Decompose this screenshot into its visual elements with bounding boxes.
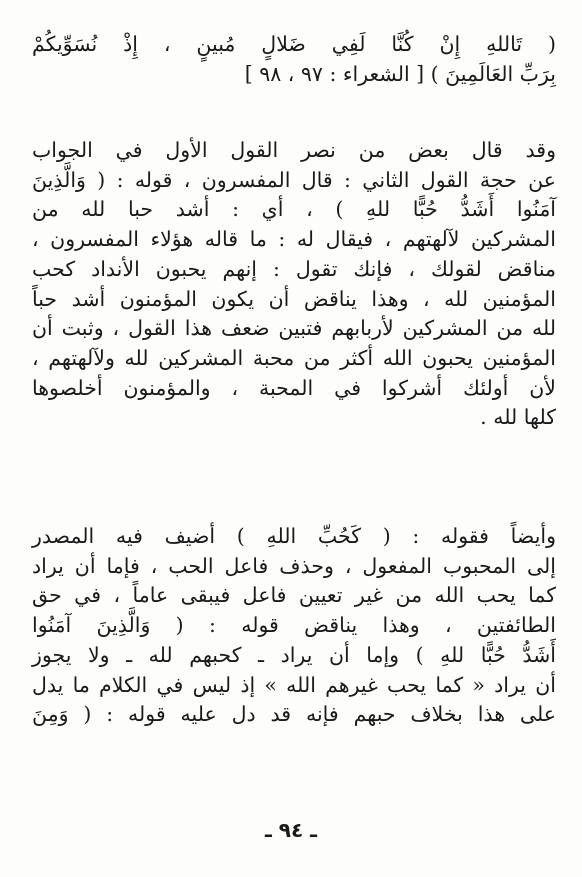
text-line: لله من المشركين لأربابهم فتبين ضعف هذا القول ، وثبت أن <box>32 316 556 341</box>
text-line: أن يراد « كما يحب غيرهم الله » إذ ليس في الكلام ما يدل <box>32 672 556 697</box>
body-paragraph <box>32 136 556 433</box>
text-line: لأن أولئك أشركوا في المحبة ، والمؤمنون أخلصوها <box>32 375 556 400</box>
text-line: كلها لله . <box>480 405 556 430</box>
text-line: أَشَدُّ حُبًّا للهِ ) وإما أن يراد ـ كحبهم لله ـ ولا يجوز <box>32 642 556 667</box>
text-line: كما يحب الله من غير تعيين فاعل فيبقى عاماً ، في حق <box>32 583 556 608</box>
text-line: عن حجة القول الثاني : قال المفسرون ، قوله : ( وَالَّذِينَ <box>32 167 556 192</box>
text-line: المشركين لآلهتهم ، فيقال له : ما قاله هؤلاء المفسرون ، <box>32 227 556 252</box>
body-paragraph <box>32 522 556 730</box>
text-line: على هذا بخلاف حبهم فإنه قد دل عليه قوله : ( وَمِنَ <box>32 702 556 727</box>
text-line: إلى المحبوب المفعول ، وحذف فاعل الحب ، فإما أن يراد <box>32 553 556 578</box>
text-line: وأيضاً فقوله : ( كَحُبِّ اللهِ ) أضيف فيه المصدر <box>32 524 556 548</box>
quran-quote-paragraph <box>32 30 556 89</box>
text-line: الطائفتين ، وهذا يناقض قوله : ( وَالَّذِينَ آمَنُوا <box>32 613 556 638</box>
page-number: ـ ٩٤ ـ <box>264 818 318 842</box>
text-line: المؤمنين لله ، وهذا يناقض أن يكون المؤمنون أشد حباً <box>32 286 556 311</box>
text-line: آمَنُوا أَشَدُّ حُبًّا للهِ ) ، أي : أشد حبا لله من <box>32 197 556 222</box>
text-line: المؤمنين يحبون الله أكثر من محبة المشركين لله ولآلهتهم ، <box>32 345 556 370</box>
text-line: مناقض لقولك ، فإنك تقول : إنهم يحبون الأنداد كحب <box>32 256 556 281</box>
text-line: وقد قال بعض من نصر القول الأول في الجواب <box>32 138 556 162</box>
text-line: بِرَبِّ العَالَمِينَ ) [ الشعراء : ٩٧ ، ٩٨ ] <box>244 61 556 86</box>
text-line: ( تَاللهِ إِنْ كُنَّا لَفِي ضَلالٍ مُبينٍ ، إِذْ نُسَوِّيكُمْ <box>32 32 556 56</box>
